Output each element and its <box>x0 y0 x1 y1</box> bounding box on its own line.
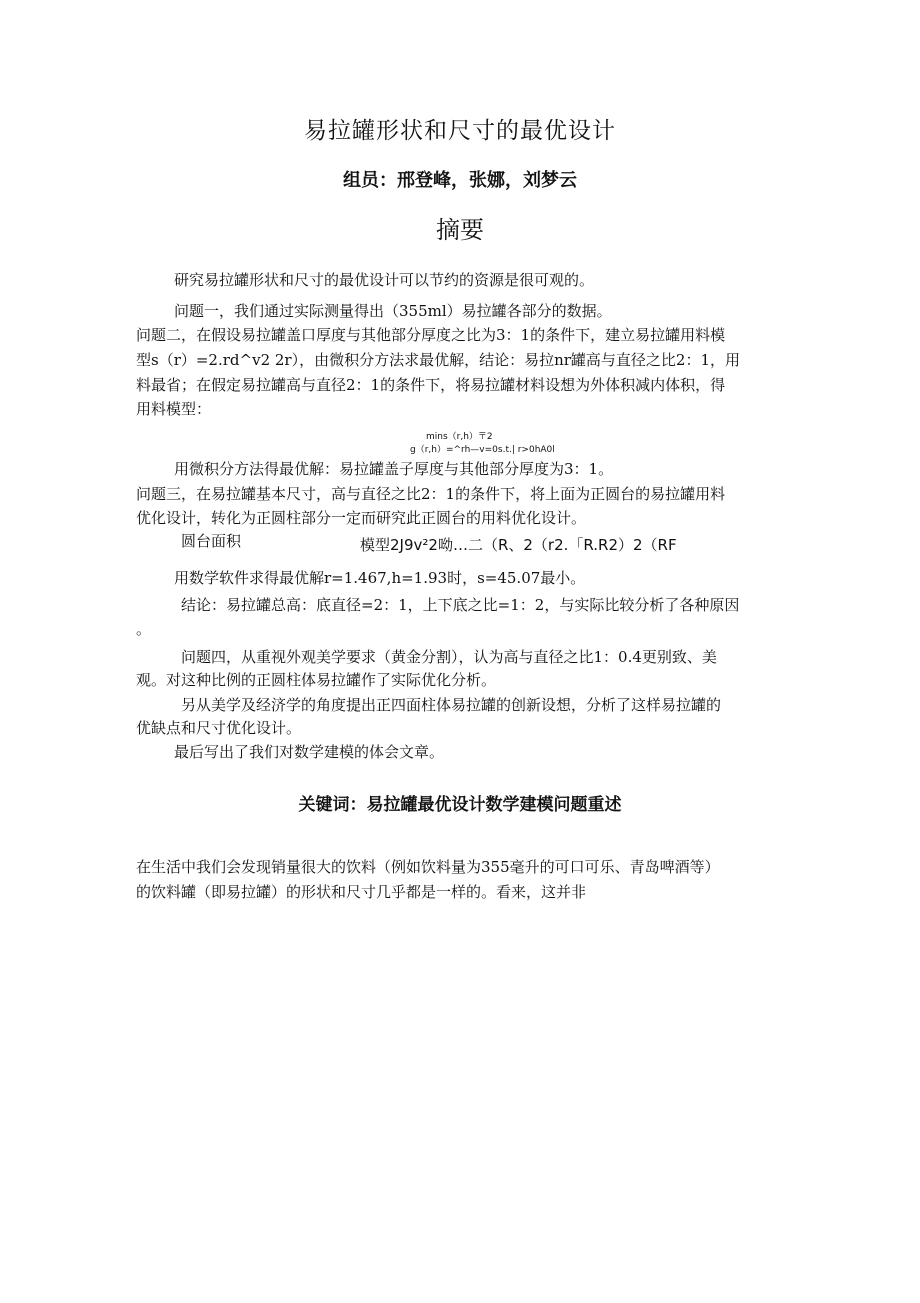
abstract-paragraph-6: 用数学软件求得最优解r=1.467,h=1.93时，s=45.07最小。 <box>174 569 586 587</box>
abstract-heading: 摘要 <box>436 216 484 244</box>
body-line-1: 在生活中我们会发现销量很大的饮料（例如饮料量为355毫升的可口可乐、青岛啤酒等） <box>136 858 720 876</box>
document-title: 易拉罐形状和尺寸的最优设计 <box>304 118 616 144</box>
formula-objective: mins（r,h）〒2 <box>426 432 493 442</box>
problem-three-line-2: 优化设计，转化为正圆柱部分一定而研究此正圆台的用料优化设计。 <box>136 509 587 527</box>
frustum-area-model: 模型2J9v²2呦…二（R、2（r2.「R.R2）2（RF <box>360 536 677 554</box>
conclusion-line-1: 结论：易拉罐总高：底直径=2：1，上下底之比=1：2，与实际比较分析了各种原因 <box>181 596 740 614</box>
problem-two-line-2: 型s（r）=2.rd^v2 2r），由微积分方法求最优解，结论：易拉nr罐高与直径之比2：1，用 <box>136 351 741 369</box>
problem-two-line-1: 问题二，在假设易拉罐盖口厚度与其他部分厚度之比为3：1的条件下，建立易拉罐用料模 <box>136 326 726 344</box>
problem-two-line-4: 用料模型： <box>136 400 212 418</box>
abstract-paragraph-10: 最后写出了我们对数学建模的体会文章。 <box>174 743 445 761</box>
conclusion-line-2: 。 <box>136 620 152 638</box>
problem-two-line-3: 料最省；在假定易拉罐高与直径2：1的条件下，将易拉罐材料设想为外体积减内体积，得 <box>136 376 726 394</box>
abstract-paragraph-1: 研究易拉罐形状和尺寸的最优设计可以节约的资源是很可观的。 <box>174 271 595 289</box>
innovation-line-1: 另从美学及经济学的角度提出正四面柱体易拉罐的创新设想，分析了这样易拉罐的 <box>181 696 722 714</box>
problem-four-line-2: 观。对这种比例的正圆柱体易拉罐作了实际优化分析。 <box>136 671 497 689</box>
abstract-paragraph-2: 问题一，我们通过实际测量得出（355ml）易拉罐各部分的数据。 <box>174 302 612 320</box>
frustum-area-label: 圆台面积 <box>181 532 242 550</box>
formula-constraint: g（r,h）=^rh—v=0s.t.| r>0hA0l <box>410 445 555 455</box>
innovation-line-2: 优缺点和尺寸优化设计。 <box>136 719 302 737</box>
body-line-2: 的饮料罐（即易拉罐）的形状和尺寸几乎都是一样的。看来，这并非 <box>136 883 587 901</box>
keywords-line: 关键词：易拉罐最优设计数学建模问题重述 <box>298 795 622 815</box>
problem-four-line-1: 问题四，从重视外观美学要求（黄金分割），认为高与直径之比1：0.4更别致、美 <box>181 648 717 666</box>
problem-three-line-1: 问题三，在易拉罐基本尺寸，高与直径之比2：1的条件下，将上面为正圆台的易拉罐用料 <box>136 485 726 503</box>
author-list: 组员：邢登峰，张娜，刘梦云 <box>343 170 577 191</box>
abstract-paragraph-4: 用微积分方法得最优解：易拉罐盖子厚度与其他部分厚度为3：1。 <box>174 460 614 478</box>
